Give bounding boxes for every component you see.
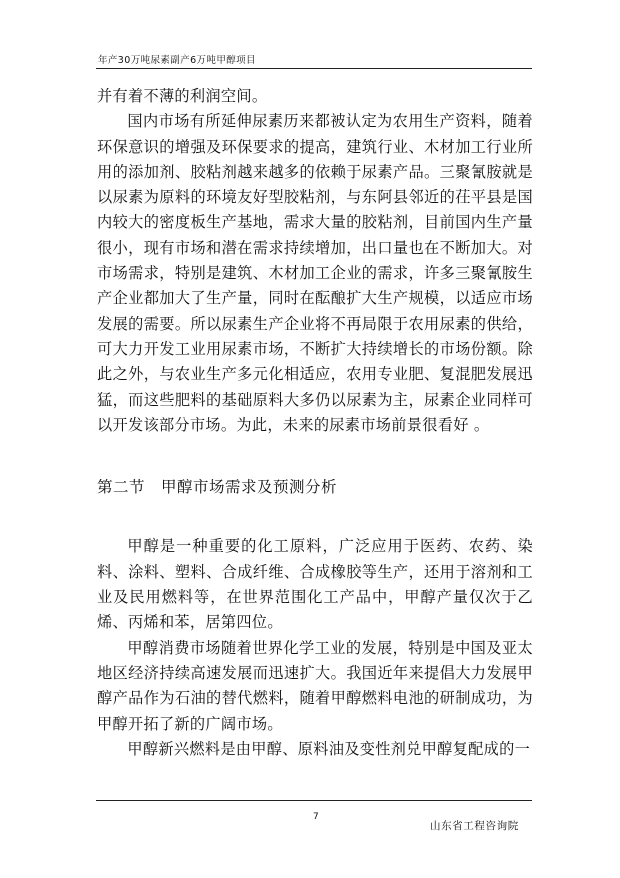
paragraph-2: 国内市场有所延伸尿素历来都被认定为农用生产资料，随着环保意识的增强及环保要求的提高，建筑行业、木材加工行业所用的添加剂、胶粘剂越来越多的依赖于尿素产品。三聚氰胺就是以尿素为原料的环境友好型胶粘剂，与东阿县邻近的茌平县是国内较大的密度板生产基地，需求大量的胶粘剂，目前国内生产量很小，现有市场和潜在需求持续增加，出口量也在不断加大。对市场需求，特别是建筑、木材加工企业的需求，许多三聚氰胺生产企业都加大了生产量，同时在酝酿扩大生产规模，以适应市场发展的需要。所以尿素生产企业将不再局限于农用尿素的供给，可大力开发工业用尿素市场，不断扩大持续增长的市场份额。除此之外，与农业生产多元化相适应，农用专业肥、复混肥发展迅猛，而这些肥料的基础原料大多仍以尿素为主，尿素企业同样可以开发该部分市场。为此，未来的尿素市场前景很看好 。: [97, 112, 533, 434]
running-header: 年产30万吨尿素副产6万吨甲醇项目: [98, 55, 256, 66]
paragraph-1: 并有着不薄的利润空间。: [97, 87, 268, 105]
footer-organization: 山东省工程咨询院: [430, 820, 519, 832]
document-body: [97, 84, 533, 762]
paragraph-4: 甲醇消费市场随着世界化学工业的发展，特别是中国及亚太地区经济持续高速发展而迅速扩大。我国近年来提倡大力发展甲醇产品作为石油的替代燃料，随着甲醇燃料电池的研制成功，为甲醇开拓了新的广阔市场。: [97, 638, 533, 733]
header-divider: [96, 68, 532, 69]
footer-divider: [96, 800, 532, 801]
section-title: 第二节 甲醇市场需求及预测分析: [97, 478, 338, 497]
page-number: 7: [313, 812, 319, 822]
paragraph-5: 甲醇新兴燃料是由甲醇、原料油及变性剂兑甲醇复配成的一: [127, 739, 531, 758]
paragraph-3: 甲醇是一种重要的化工原料，广泛应用于医药、农药、染料、涂料、塑料、合成纤维、合成橡胶等生产，还用于溶剂和工业及民用燃料等，在世界范围化工产品中，甲醇产量仅次于乙烯、丙烯和苯，居第四位。: [97, 537, 533, 632]
